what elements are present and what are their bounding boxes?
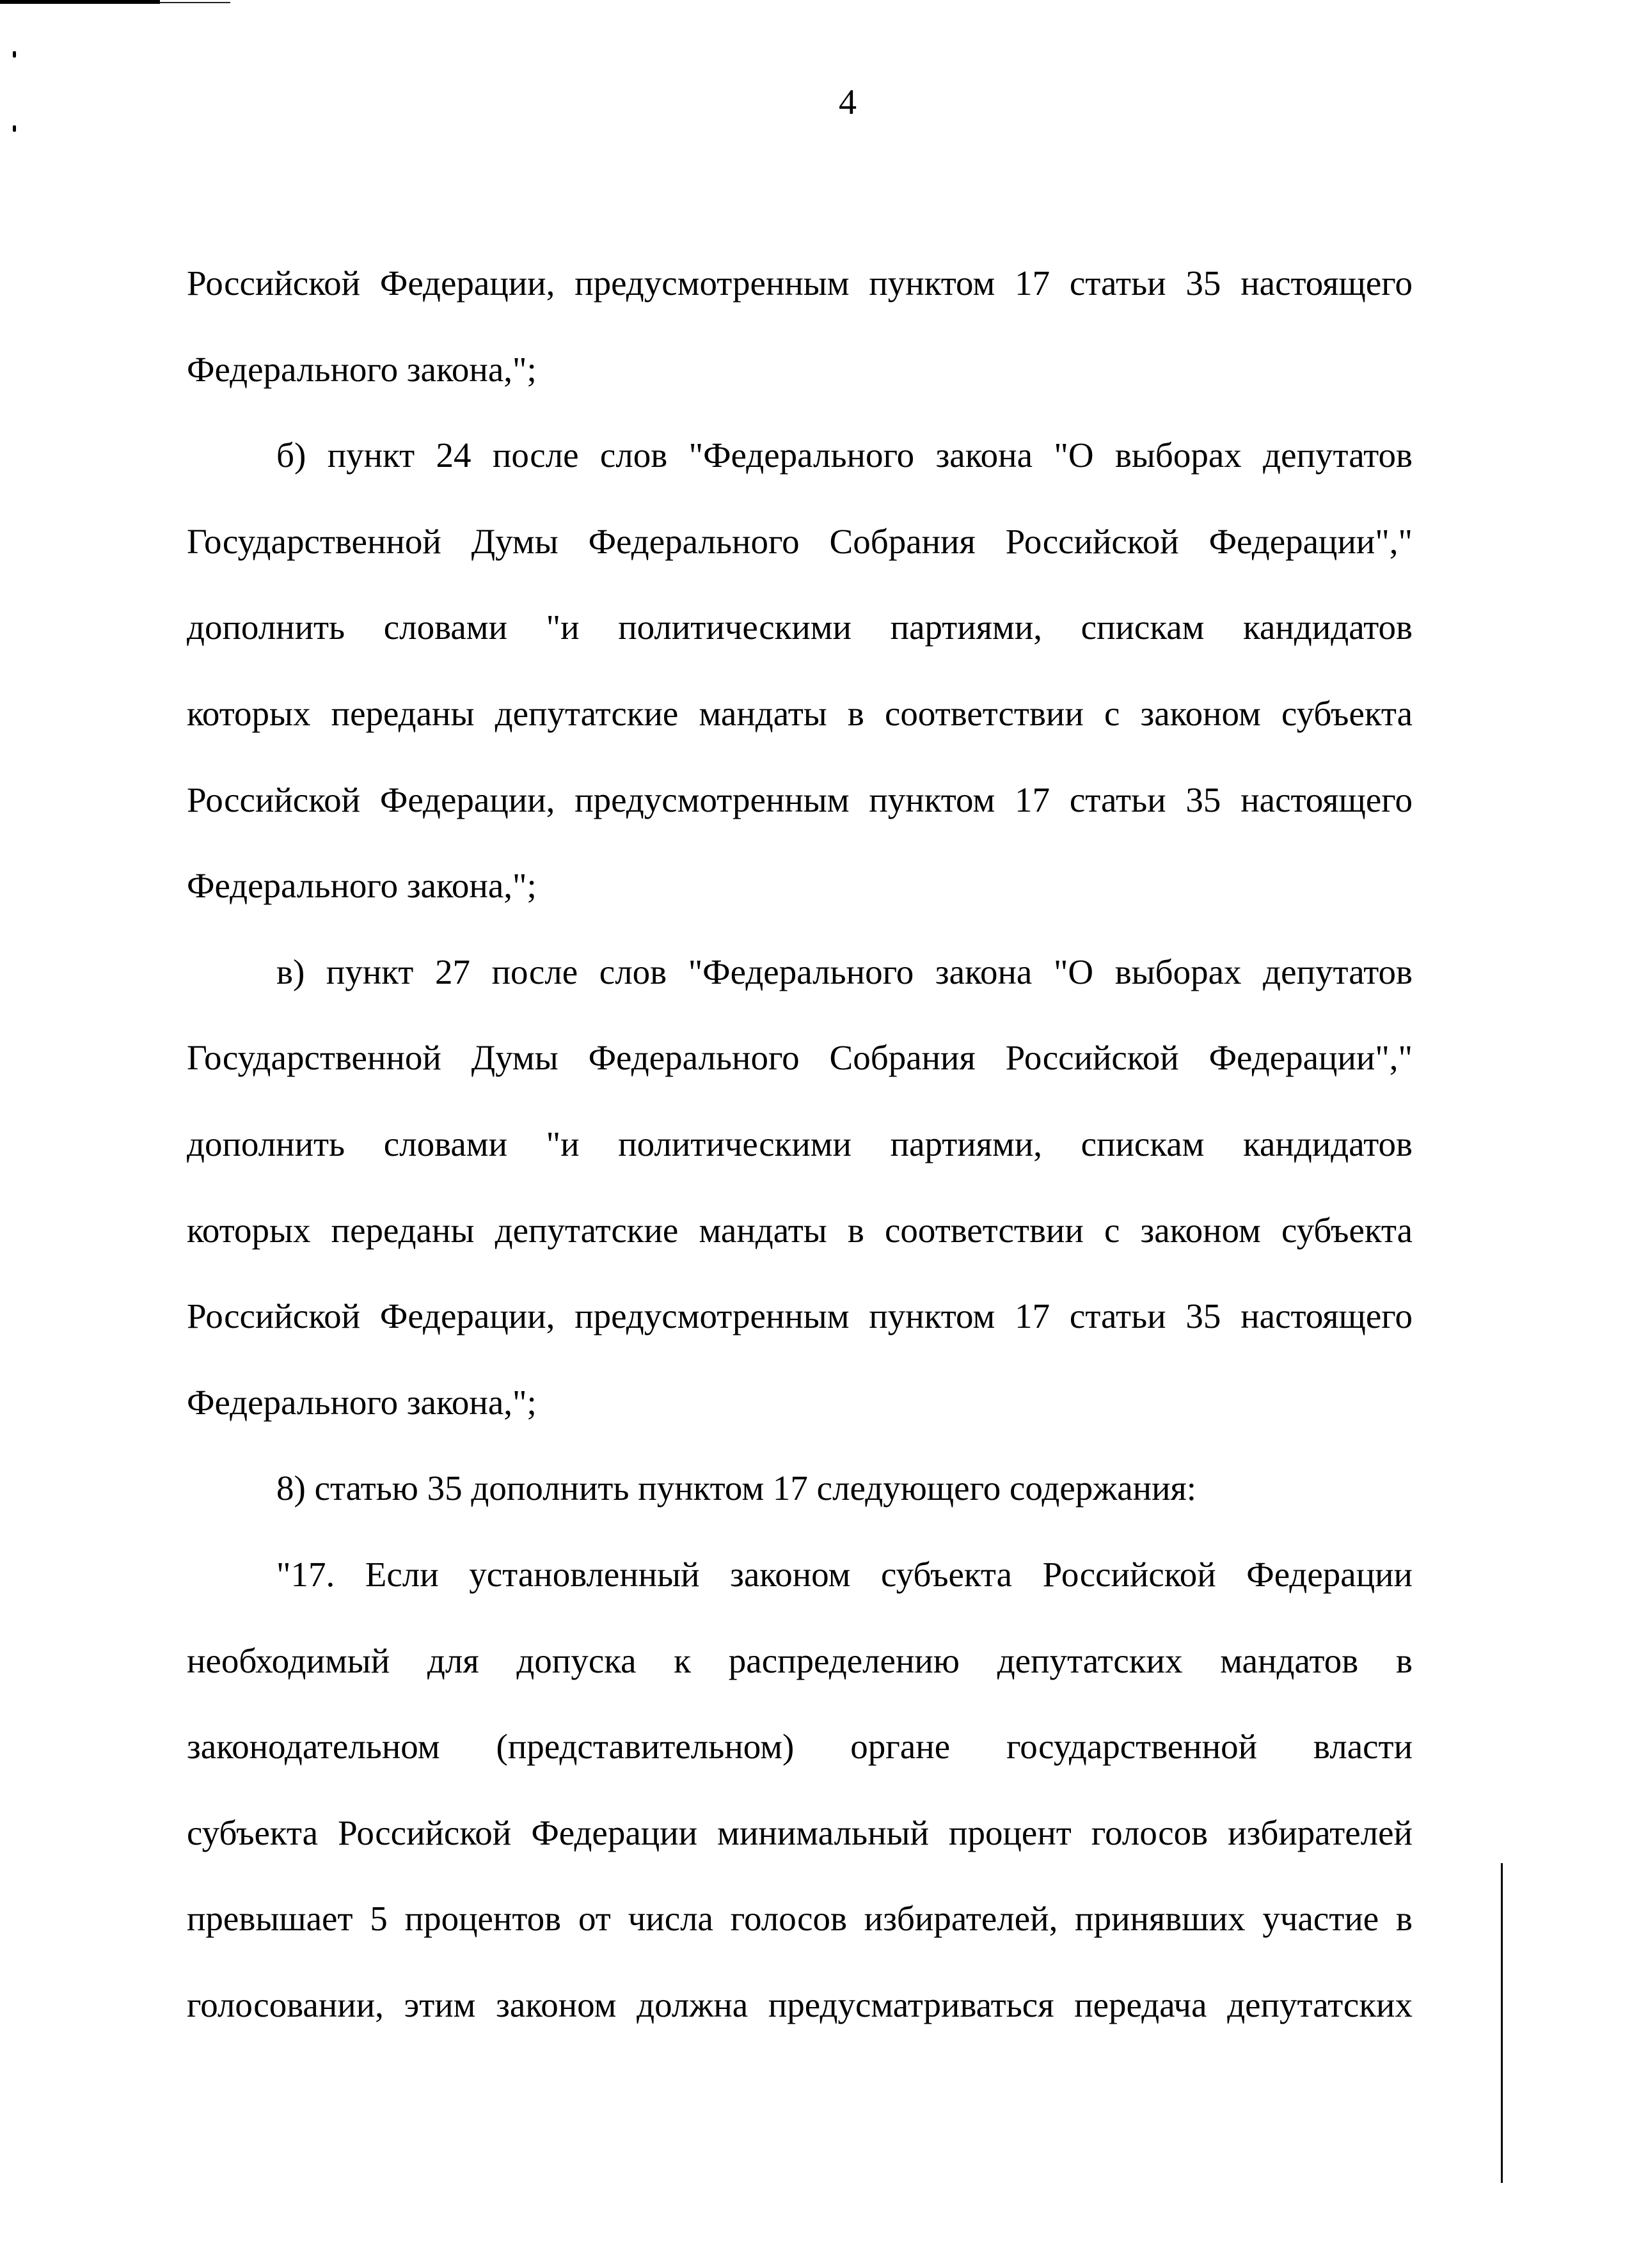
text-line: субъекта Российской Федерации минимальный процент голосов избирателей [187, 1813, 1413, 1852]
text-line: дополнить словами "и политическими партиями, спискам кандидатов [187, 608, 1413, 647]
text-line: "17. Если установленный законом субъекта Российской Федерации [276, 1554, 1413, 1594]
text-line: Федерального закона,"; [187, 1382, 537, 1422]
text-line: Российской Федерации, предусмотренным пунктом 17 статьи 35 настоящего [187, 1296, 1413, 1336]
text-line: Российской Федерации, предусмотренным пунктом 17 статьи 35 настоящего [187, 780, 1413, 819]
page-number: 4 [839, 83, 857, 122]
text-line: дополнить словами "и политическими партиями, спискам кандидатов [187, 1124, 1413, 1163]
text-line: необходимый для допуска к распределению депутатских мандатов в [187, 1641, 1413, 1680]
document-body [187, 240, 1413, 2048]
text-line: Федерального закона,"; [187, 349, 537, 389]
punch-hole-mark [13, 51, 16, 58]
text-line: голосовании, этим законом должна предусматриваться передача депутатских [187, 1985, 1413, 2024]
scan-edge-mark [0, 0, 230, 4]
text-line: Государственной Думы Федерального Собрания Российской Федерации"," [187, 521, 1413, 561]
text-line: в) пункт 27 после слов "Федерального закона "О выборах депутатов [276, 952, 1413, 991]
text-line: б) пункт 24 после слов "Федерального закона "О выборах депутатов [276, 436, 1413, 475]
text-line: Российской Федерации, предусмотренным пунктом 17 статьи 35 настоящего [187, 264, 1413, 303]
text-line: Государственной Думы Федерального Собрания Российской Федерации"," [187, 1038, 1413, 1078]
margin-line [1501, 1863, 1503, 2183]
text-line: Федерального закона,"; [187, 866, 537, 906]
text-line: которых переданы депутатские мандаты в соответствии с законом субъекта [187, 693, 1413, 733]
text-line: которых переданы депутатские мандаты в соответствии с законом субъекта [187, 1210, 1413, 1250]
text-line: 8) статью 35 дополнить пунктом 17 следующего содержания: [276, 1469, 1197, 1508]
text-line: превышает 5 процентов от числа голосов избирателей, принявших участие в [187, 1899, 1413, 1939]
punch-hole-mark [13, 125, 16, 132]
text-line: законодательном (представительном) органе государственной власти [187, 1727, 1413, 1767]
